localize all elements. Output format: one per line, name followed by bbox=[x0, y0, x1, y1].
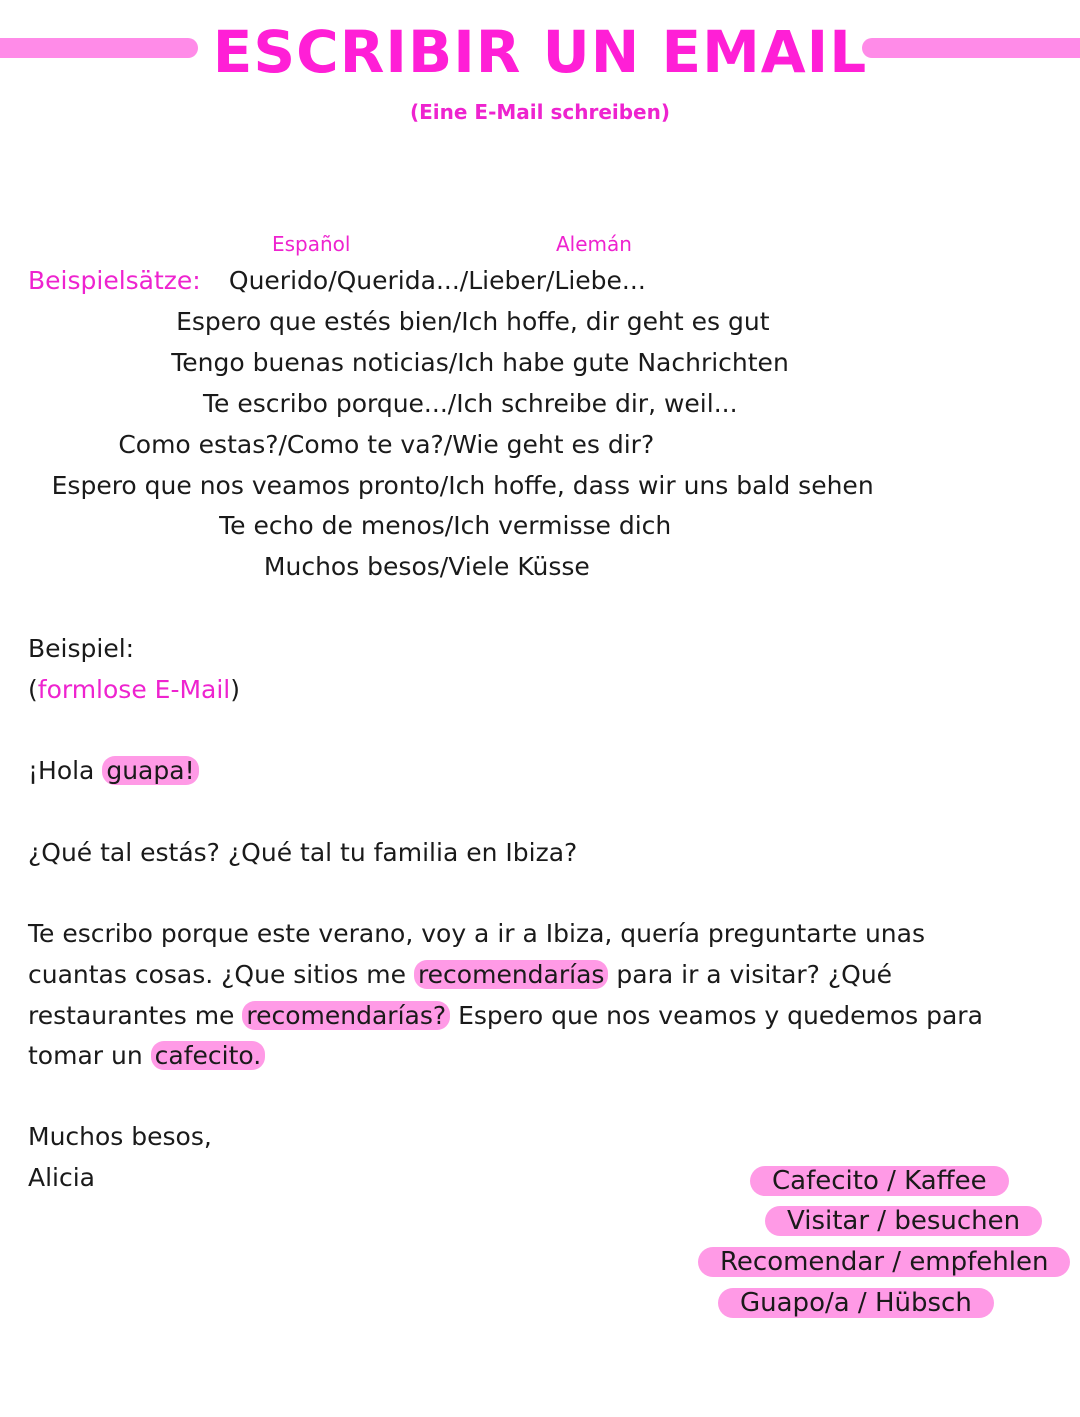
column-header-spanish: Español bbox=[272, 232, 351, 256]
phrase-spanish: Te echo de menos bbox=[219, 511, 445, 540]
vocab-item: Guapo/a / Hübsch bbox=[718, 1288, 994, 1318]
phrase-german: Ich hoffe, dass wir uns bald sehen bbox=[448, 471, 874, 500]
vocab-item: Cafecito / Kaffee bbox=[750, 1166, 1009, 1196]
email-question: ¿Qué tal estás? ¿Qué tal tu familia en Ibiza? bbox=[28, 838, 578, 867]
phrase-spanish: Como estas?/Como te va? bbox=[118, 430, 444, 459]
page-title: ESCRIBIR UN EMAIL bbox=[212, 18, 868, 86]
phrase-separator: / bbox=[439, 552, 449, 581]
highlight-word: guapa! bbox=[102, 756, 198, 785]
phrase-separator: / bbox=[452, 307, 462, 336]
phrase-german: Ich schreibe dir, weil... bbox=[456, 389, 738, 418]
phrase-german: Ich habe gute Nachrichten bbox=[457, 348, 789, 377]
vocab-item: Recomendar / empfehlen bbox=[698, 1247, 1070, 1277]
phrase-separator: / bbox=[444, 511, 454, 540]
phrase-separator: / bbox=[439, 471, 449, 500]
example-type: (formlose E-Mail) bbox=[28, 675, 241, 704]
phrase-spanish: Muchos besos bbox=[263, 552, 440, 581]
email-greeting: ¡Hola guapa! bbox=[28, 756, 199, 785]
column-header-german: Alemán bbox=[556, 232, 632, 256]
highlight-word: recomendarías? bbox=[242, 1001, 450, 1030]
phrase-spanish: Espero que estés bien bbox=[176, 307, 453, 336]
phrase-german: Wie geht es dir? bbox=[452, 430, 655, 459]
phrase-german: Viele Küsse bbox=[448, 552, 590, 581]
email-body-line: Te escribo porque este verano, voy a ir a Ibiza, quería preguntarte unas bbox=[28, 919, 925, 948]
phrase-spanish: Querido/Querida... bbox=[228, 266, 460, 295]
email-signature: Alicia bbox=[28, 1163, 96, 1192]
example-label: Beispiel: bbox=[28, 634, 135, 663]
phrase-separator: / bbox=[443, 430, 453, 459]
phrase-german: Ich hoffe, dir geht es gut bbox=[461, 307, 770, 336]
highlight-word: recomendarías bbox=[414, 960, 609, 989]
vocab-item: Visitar / besuchen bbox=[765, 1206, 1042, 1236]
email-body-line: restaurantes me recomendarías? Espero que nos veamos y quedemos para bbox=[28, 1001, 983, 1030]
page-subtitle: (Eine E-Mail schreiben) bbox=[410, 100, 670, 124]
phrase-spanish: Espero que nos veamos pronto bbox=[51, 471, 440, 500]
phrase-spanish: Te escribo porque... bbox=[203, 389, 448, 418]
email-closing: Muchos besos, bbox=[28, 1122, 212, 1151]
email-body-line: cuantas cosas. ¿Que sitios me recomendarías para ir a visitar? ¿Qué bbox=[28, 960, 893, 989]
phrase-spanish: Tengo buenas noticias bbox=[171, 348, 449, 377]
phrase-separator: / bbox=[459, 266, 469, 295]
phrase-german: Ich vermisse dich bbox=[453, 511, 672, 540]
phrase-separator: / bbox=[447, 389, 457, 418]
highlight-word: cafecito. bbox=[151, 1041, 266, 1070]
phrases-label: Beispielsätze: bbox=[28, 266, 201, 295]
phrase-separator: / bbox=[448, 348, 458, 377]
phrase-german: Lieber/Liebe... bbox=[468, 266, 646, 295]
email-body-line: tomar un cafecito. bbox=[28, 1041, 265, 1070]
